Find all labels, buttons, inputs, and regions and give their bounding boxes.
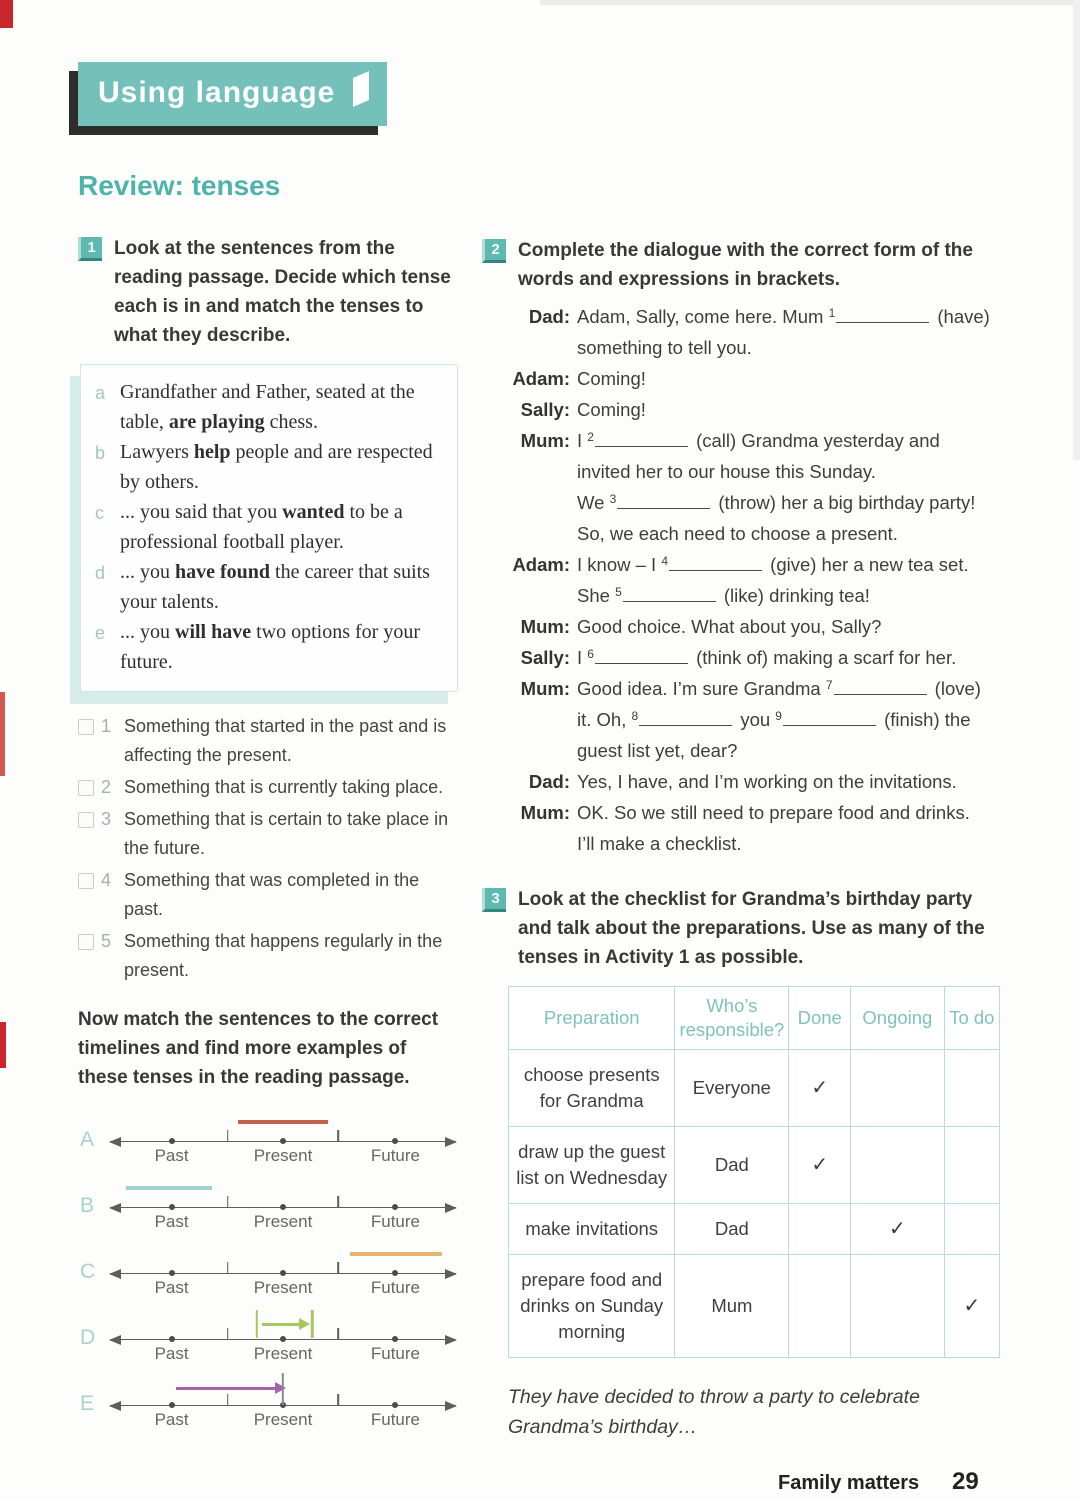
blank-line — [617, 494, 710, 509]
table-header-cell: To do — [944, 987, 999, 1050]
table-row — [509, 1204, 1000, 1255]
timeline-axis — [110, 1405, 456, 1429]
timeline-dot — [169, 1336, 175, 1342]
timeline-label-present: Present — [253, 1146, 313, 1165]
flag-icon — [351, 71, 371, 115]
timeline-row — [78, 1111, 458, 1177]
timeline-overlay-arrow — [262, 1323, 300, 1326]
dialogue-speaker: Adam: — [512, 554, 570, 575]
table-cell-ongoing — [851, 1255, 945, 1358]
checkbox-icon — [78, 719, 94, 735]
timeline-overlay-bound — [256, 1310, 258, 1338]
table-header-row — [509, 987, 1000, 1050]
timeline-label-past: Past — [154, 1278, 189, 1297]
table-cell-who: Mum — [675, 1255, 789, 1358]
description-number: 4 — [101, 870, 112, 890]
check-mark: ✓ — [811, 1154, 829, 1176]
description-text: Something that happens regularly in the present. — [124, 931, 443, 980]
page-edge-red-strip-mid — [0, 692, 5, 776]
timeline-letter: C — [80, 1260, 96, 1283]
blank-line — [623, 587, 716, 602]
blank-line — [669, 556, 762, 571]
blank-line — [834, 680, 927, 695]
table-row — [509, 1255, 1000, 1358]
table-cell-ongoing — [851, 1050, 945, 1127]
timeline-dot — [392, 1204, 398, 1210]
dialogue-segment: (love) — [929, 678, 981, 699]
timeline-dot — [280, 1204, 286, 1210]
footer-page-number: 29 — [952, 1468, 979, 1495]
sentence-letter: e — [95, 623, 106, 643]
tense-description-item — [78, 927, 458, 985]
tense-description-item — [78, 866, 458, 924]
timeline-overlay-bar — [126, 1186, 213, 1190]
sentence-letter: c — [95, 503, 104, 523]
dialogue-text — [577, 673, 1010, 766]
blank-line — [595, 649, 688, 664]
table-cell-who: Everyone — [675, 1050, 789, 1127]
dialogue-speaker: Mum: — [520, 616, 570, 637]
blank-superscript: 5 — [615, 585, 622, 599]
blank-superscript: 1 — [828, 306, 836, 320]
sentence-text — [120, 617, 447, 677]
table-cell-preparation: prepare food and drinks on Sunday morning — [509, 1255, 675, 1358]
check-mark: ✓ — [888, 1218, 906, 1240]
timeline-axis — [110, 1207, 456, 1231]
dialogue-segment: guest list yet, dear? — [577, 740, 738, 761]
activity-2-instruction: Complete the dialogue with the correct form of the words and expressions in brackets. — [518, 240, 973, 290]
tense-description-checklist — [78, 712, 458, 985]
dialogue-line — [482, 642, 1010, 673]
table-row — [509, 1127, 1000, 1204]
description-number: 1 — [101, 716, 112, 736]
dialogue-segment: (like) drinking tea! — [718, 585, 870, 606]
blank-line — [836, 308, 929, 323]
dialogue-line — [482, 797, 1010, 859]
dialogue-text — [577, 301, 1010, 363]
timeline-label-past: Past — [154, 1410, 189, 1429]
page-edge-red-strip-lower — [0, 1022, 6, 1068]
table-header-cell: Who’s responsible? — [675, 987, 789, 1050]
description-text: Something that is certain to take place in the future. — [124, 809, 449, 858]
blank-superscript: 8 — [631, 709, 639, 723]
table-cell-ongoing — [851, 1127, 945, 1204]
sentence-segment: chess. — [264, 411, 318, 433]
sentence-item — [95, 437, 447, 497]
dialogue-segment: something to tell you. — [577, 337, 752, 358]
timeline-tick — [338, 1262, 340, 1274]
dialogue-text — [577, 642, 1010, 673]
dialogue-segment: Adam, Sally, come here. Mum — [577, 306, 829, 327]
table-cell-todo — [944, 1127, 999, 1204]
timeline-dot — [280, 1138, 286, 1144]
description-number: 5 — [101, 931, 112, 951]
page-edge-gray-right — [1073, 0, 1080, 460]
table-cell-done — [789, 1127, 851, 1204]
timeline-tick — [227, 1262, 229, 1274]
timeline-axis — [110, 1339, 456, 1363]
dialogue-segment: She — [577, 585, 616, 606]
timeline-overlay-marker — [282, 1373, 284, 1405]
page-edge-gray-top — [540, 0, 1080, 5]
table-cell-done — [789, 1204, 851, 1255]
timeline-letter: B — [80, 1194, 95, 1217]
timeline-label-future: Future — [370, 1278, 421, 1297]
dialogue-segment: I — [577, 430, 588, 451]
table-cell-preparation: choose presents for Grandma — [509, 1050, 675, 1127]
sentence-segment: Grandfather and Father, seated at the table, — [120, 381, 415, 433]
model-answer-text: They have decided to throw a party to celebrate Grandma’s birthday… — [508, 1386, 920, 1438]
timeline-letter: A — [80, 1128, 95, 1151]
dialogue-text — [577, 766, 1010, 797]
dialogue-speaker: Dad: — [528, 306, 570, 327]
timeline-overlay-bar — [350, 1252, 442, 1256]
blank-line — [783, 711, 876, 726]
timeline-dot — [169, 1138, 175, 1144]
dialogue-text — [577, 363, 1010, 394]
sentence-segment: will have — [175, 621, 252, 643]
activity-1 — [78, 234, 458, 350]
dialogue-segment: OK. So we still need to prepare food and drinks. — [577, 802, 970, 823]
sentence-item — [95, 497, 447, 557]
dialogue-segment: I’ll make a checklist. — [577, 833, 742, 854]
sentence-text — [120, 437, 447, 497]
timeline-row — [78, 1309, 458, 1375]
dialogue-segment: Coming! — [577, 368, 646, 389]
activity-3-instruction: Look at the checklist for Grandma’s birthday party and talk about the preparations. Use as many of the tenses in Activity 1 as possible. — [518, 889, 985, 968]
dialogue-line — [482, 766, 1010, 797]
dialogue-speaker: Mum: — [520, 802, 570, 823]
blank-superscript: 7 — [825, 678, 833, 692]
table-header-cell: Done — [789, 987, 851, 1050]
activity-2-number-badge: 2 — [482, 239, 506, 263]
timeline-dot — [280, 1336, 286, 1342]
table-cell-who: Dad — [675, 1204, 789, 1255]
dialogue-line — [482, 425, 1010, 549]
activity-1-number-badge: 1 — [78, 237, 102, 261]
timeline-label-past: Past — [154, 1344, 189, 1363]
timeline-letter: D — [80, 1326, 96, 1349]
checkbox-icon — [78, 873, 94, 889]
timeline-overlay-bar — [238, 1120, 328, 1124]
dialogue-text — [577, 797, 1010, 859]
footer-chapter-title: Family matters — [778, 1472, 920, 1494]
timeline-row — [78, 1243, 458, 1309]
dialogue-segment: (have) — [932, 306, 990, 327]
blank-superscript: 3 — [609, 492, 617, 506]
dialogue-segment: We — [577, 492, 610, 513]
tense-description-item — [78, 773, 458, 802]
dialogue-segment: it. Oh, — [577, 709, 632, 730]
section-subtitle: Review: tenses — [78, 170, 281, 201]
description-number: 2 — [101, 777, 112, 797]
sentence-segment: ... you — [120, 621, 175, 643]
dialogue-segment: Good idea. I’m sure Grandma — [577, 678, 826, 699]
sentence-text — [120, 497, 447, 557]
checkbox-icon — [78, 812, 94, 828]
tense-description-item — [78, 712, 458, 770]
blank-superscript: 6 — [587, 647, 594, 661]
sentence-box — [80, 364, 458, 692]
timeline-axis — [110, 1273, 456, 1297]
timelines — [78, 1111, 458, 1441]
checkbox-icon — [78, 934, 94, 950]
dialogue-speaker: Dad: — [528, 771, 570, 792]
blank-superscript: 4 — [661, 554, 669, 568]
timeline-dot — [169, 1402, 175, 1408]
dialogue-segment: (think of) making a scarf for her. — [690, 647, 957, 668]
dialogue-segment: I — [577, 647, 588, 668]
timeline-label-past: Past — [154, 1212, 189, 1231]
sentence-segment: help — [193, 441, 231, 463]
left-column — [78, 170, 458, 1441]
timeline-label-present: Present — [253, 1410, 313, 1429]
sentence-text — [120, 557, 447, 617]
description-text: Something that started in the past and is affecting the present. — [124, 716, 447, 765]
dialogue-segment: (throw) her a big birthday party! — [713, 492, 976, 513]
timeline-dot — [280, 1270, 286, 1276]
sentence-segment: two options for your future. — [120, 621, 421, 673]
timeline-label-future: Future — [370, 1410, 421, 1429]
dialogue-text — [577, 425, 1010, 549]
activity-3-number-badge: 3 — [482, 888, 506, 912]
table-cell-done — [789, 1050, 851, 1127]
check-mark: ✓ — [963, 1295, 981, 1317]
timeline-label-future: Future — [370, 1212, 421, 1231]
sentence-letter: b — [95, 443, 106, 463]
timeline-label-present: Present — [253, 1212, 313, 1231]
timeline-dot — [392, 1270, 398, 1276]
table-cell-todo — [944, 1255, 999, 1358]
timeline-dot — [169, 1270, 175, 1276]
dialogue-segment: (give) her a new tea set. — [765, 554, 969, 575]
timeline-dot — [169, 1204, 175, 1210]
table-cell-done — [789, 1255, 851, 1358]
checkbox-icon — [78, 780, 94, 796]
blank-line — [595, 432, 688, 447]
dialogue-segment: (finish) the — [878, 709, 971, 730]
blank-line — [639, 711, 732, 726]
timeline-tick — [227, 1130, 229, 1142]
timeline-axis — [110, 1141, 456, 1165]
dialogue-line — [482, 394, 1010, 425]
timeline-row — [78, 1375, 458, 1441]
dialogue-speaker: Mum: — [520, 678, 570, 699]
sentence-segment: ... you said that you — [120, 501, 283, 523]
timeline-dot — [392, 1336, 398, 1342]
dialogue-speaker: Sally: — [520, 399, 570, 420]
timeline-overlay-arrow — [176, 1387, 276, 1390]
dialogue-segment: So, we each need to choose a present. — [577, 523, 898, 544]
description-number: 3 — [101, 809, 112, 829]
sentence-segment: ... you — [120, 561, 175, 583]
sentence-segment: people and are respected by others. — [120, 441, 433, 493]
table-cell-who: Dad — [675, 1127, 789, 1204]
dialogue-line — [482, 549, 1010, 611]
sentence-segment: the career that suits your talents. — [120, 561, 430, 613]
blank-superscript: 9 — [775, 709, 782, 723]
timeline-label-future: Future — [370, 1146, 421, 1165]
sentence-letter: a — [95, 383, 106, 403]
sentence-letter: d — [95, 563, 106, 583]
dialogue-line — [482, 363, 1010, 394]
timeline-label-present: Present — [253, 1278, 313, 1297]
timeline-tick — [227, 1328, 229, 1340]
dialogue-segment: (call) Grandma yesterday and — [690, 430, 940, 451]
dialogue-speaker: Sally: — [520, 647, 570, 668]
dialogue-line — [482, 673, 1010, 766]
check-mark: ✓ — [811, 1077, 829, 1099]
dialogue-segment: invited her to our house this Sunday. — [577, 461, 876, 482]
right-column — [482, 236, 1010, 1442]
dialogue-speaker: Adam: — [512, 368, 570, 389]
table-cell-preparation: draw up the guest list on Wednesday — [509, 1127, 675, 1204]
activity-3 — [482, 885, 1010, 972]
sentence-item — [95, 557, 447, 617]
section-banner — [78, 62, 387, 126]
tense-description-item — [78, 805, 458, 863]
table-header-cell: Preparation — [509, 987, 675, 1050]
sentence-segment: are playing — [168, 411, 265, 433]
table-cell-todo — [944, 1204, 999, 1255]
timeline-tick — [338, 1328, 340, 1340]
timeline-label-present: Present — [253, 1344, 313, 1363]
sentence-segment: have found — [175, 561, 271, 583]
timeline-row — [78, 1177, 458, 1243]
table-cell-todo — [944, 1050, 999, 1127]
timeline-tick — [227, 1196, 229, 1208]
description-text: Something that was completed in the past. — [124, 870, 420, 919]
timeline-tick — [338, 1394, 340, 1406]
dialogue-segment: I know – I — [577, 554, 662, 575]
table-header-cell: Ongoing — [851, 987, 945, 1050]
timeline-overlay-bound — [311, 1310, 313, 1338]
description-text: Something that is currently taking place. — [124, 777, 444, 797]
timeline-letter: E — [80, 1392, 95, 1415]
sentence-item — [95, 377, 447, 437]
dialogue-segment: Yes, I have, and I’m working on the invitations. — [577, 771, 957, 792]
timeline-label-past: Past — [154, 1146, 189, 1165]
sentence-segment: wanted — [282, 501, 345, 523]
preparation-checklist-table — [508, 986, 1000, 1358]
timeline-tick — [227, 1394, 229, 1406]
dialogue-text — [577, 611, 1010, 642]
dialogue-segment: Good choice. What about you, Sally? — [577, 616, 882, 637]
follow-up-instruction: Now match the sentences to the correct timelines and find more examples of these tenses in the reading passage. — [78, 1009, 439, 1088]
timeline-tick — [338, 1196, 340, 1208]
dialogue-line — [482, 301, 1010, 363]
timeline-dot — [392, 1138, 398, 1144]
table-cell-preparation: make invitations — [509, 1204, 675, 1255]
dialogue-line — [482, 611, 1010, 642]
sentence-text — [120, 377, 447, 437]
blank-superscript: 2 — [587, 430, 594, 444]
page-edge-red-strip-top — [0, 0, 13, 28]
dialogue-segment: you — [735, 709, 776, 730]
dialogue-speaker: Mum: — [520, 430, 570, 451]
banner-title: Using language — [98, 76, 336, 109]
timeline-tick — [338, 1130, 340, 1142]
dialogue-segment: Coming! — [577, 399, 646, 420]
timeline-label-future: Future — [370, 1344, 421, 1363]
dialogue-text — [577, 394, 1010, 425]
activity-1-instruction: Look at the sentences from the reading passage. Decide which tense each is in and match the tenses to what they describe. — [114, 238, 451, 346]
table-row — [509, 1050, 1000, 1127]
table-cell-ongoing — [851, 1204, 945, 1255]
dialogue — [482, 301, 1010, 859]
timeline-dot — [392, 1402, 398, 1408]
sentence-segment: to be a professional football player. — [120, 501, 403, 553]
sentence-item — [95, 617, 447, 677]
sentence-segment: Lawyers — [120, 441, 194, 463]
dialogue-text — [577, 549, 1010, 611]
activity-2 — [482, 236, 1010, 294]
